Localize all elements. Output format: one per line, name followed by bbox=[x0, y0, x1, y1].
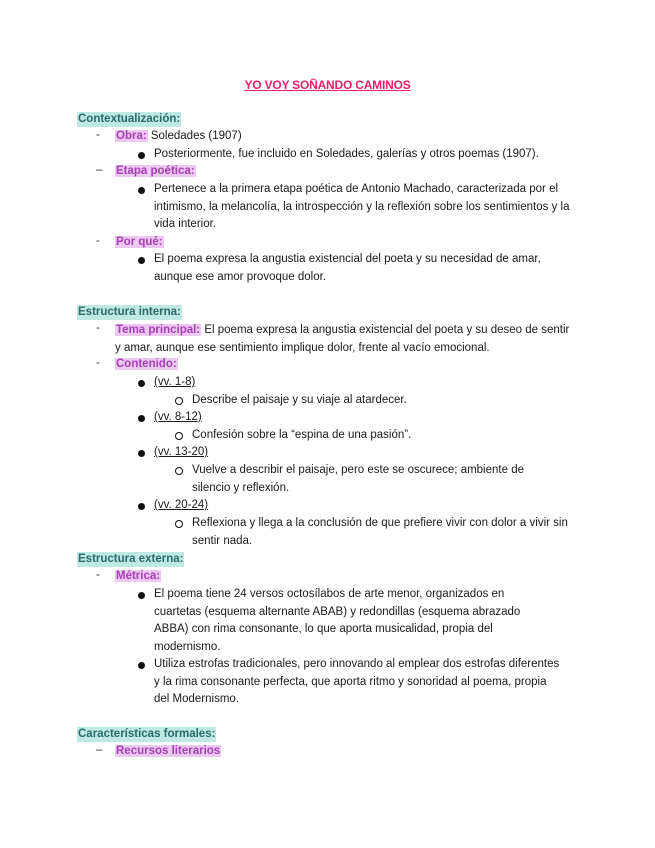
document-title: YO VOY SOÑANDO CAMINOS bbox=[244, 78, 411, 92]
dash-marker: - bbox=[96, 322, 100, 334]
contenido-desc: Describe el paisaje y su viaje al atardecer. bbox=[192, 394, 407, 406]
porque-line bbox=[115, 234, 164, 251]
section-heading-contextualizacion: Contextualización: bbox=[78, 113, 181, 125]
etapa-line bbox=[115, 163, 196, 180]
obra-bullet-text: Posteriormente, fue incluido en Soledades, galerías y otros poemas (1907). bbox=[154, 148, 539, 160]
dash-marker: - bbox=[96, 357, 100, 369]
contenido-range: (vv. 1-8) bbox=[154, 376, 196, 388]
porque-bullet-text: El poema expresa la angustia existencial del poeta y su necesidad de amar, aunque ese amor provoque dolor. bbox=[154, 253, 541, 283]
section-heading-estructura-interna: Estructura interna: bbox=[78, 306, 181, 318]
bullet-icon bbox=[138, 415, 145, 422]
obra-text: Soledades (1907) bbox=[147, 130, 242, 142]
tema-text: El poema expresa la angustia existencial del poeta y su deseo de sentir y amar, aunque ese sentimiento implique dolor, frente al vacío emocional. bbox=[115, 324, 570, 354]
bullet-icon bbox=[138, 380, 145, 387]
etapa-bullet-text: Pertenece a la primera etapa poética de Antonio Machado, caracterizada por el intimismo, la melancolía, la introspección y la reflexión sobre los sentimientos y la vida interior. bbox=[154, 183, 570, 230]
contenido-range: (vv. 20-24) bbox=[154, 499, 209, 511]
metrica-label: Métrica: bbox=[116, 570, 161, 582]
contenido-range: (vv. 8-12) bbox=[154, 411, 202, 423]
contenido-range: (vv. 13-20) bbox=[154, 446, 209, 458]
bullet-icon bbox=[138, 152, 145, 159]
circle-bullet-icon bbox=[175, 467, 183, 475]
tema-line bbox=[115, 322, 575, 357]
bullet-icon bbox=[138, 662, 145, 669]
bullet-icon bbox=[138, 257, 145, 264]
porque-label: Por qué: bbox=[116, 236, 163, 248]
circle-bullet-icon bbox=[175, 520, 183, 528]
bullet-icon bbox=[138, 187, 145, 194]
tema-label: Tema principal: bbox=[116, 324, 201, 336]
contenido-line bbox=[115, 356, 178, 373]
contenido-desc: Reflexiona y llega a la conclusión de que prefiere vivir con dolor a vivir sin sentir nada. bbox=[192, 517, 568, 547]
contenido-desc: Vuelve a describir el paisaje, pero este se oscurece; ambiente de silencio y reflexión. bbox=[192, 464, 524, 494]
metrica-bullet-text: El poema tiene 24 versos octosílabos de arte menor, organizados en cuartetas (esquema alternante ABAB) y redondillas (esquema abrazado ABBA) con rima consonante, lo que aporta musicalidad, propia del modernismo. bbox=[154, 588, 521, 653]
contenido-label: Contenido: bbox=[116, 358, 177, 370]
dash-marker: - bbox=[96, 235, 100, 247]
recursos-label: Recursos literarios bbox=[116, 745, 221, 757]
dash-marker: - bbox=[96, 569, 100, 581]
recursos-line bbox=[115, 743, 221, 760]
dash-marker: – bbox=[96, 164, 103, 176]
metrica-bullet-text: Utiliza estrofas tradicionales, pero innovando al emplear dos estrofas diferentes y la rima consonante perfecta, que aporta ritmo y sonoridad al poema, propia del Modernismo. bbox=[154, 658, 560, 705]
dash-marker: – bbox=[96, 744, 103, 756]
bullet-icon bbox=[138, 592, 145, 599]
bullet-icon bbox=[138, 503, 145, 510]
circle-bullet-icon bbox=[175, 397, 183, 405]
contenido-desc: Confesión sobre la “espina de una pasión”. bbox=[192, 429, 412, 441]
section-heading-estructura-externa: Estructura externa: bbox=[78, 553, 184, 565]
circle-bullet-icon bbox=[175, 432, 183, 440]
dash-marker: - bbox=[96, 129, 100, 141]
bullet-icon bbox=[138, 450, 145, 457]
section-heading-caracteristicas: Características formales: bbox=[78, 728, 216, 740]
metrica-line bbox=[115, 568, 161, 585]
obra-line bbox=[115, 128, 242, 145]
etapa-label: Etapa poética: bbox=[116, 165, 195, 177]
obra-label: Obra: bbox=[116, 130, 147, 142]
